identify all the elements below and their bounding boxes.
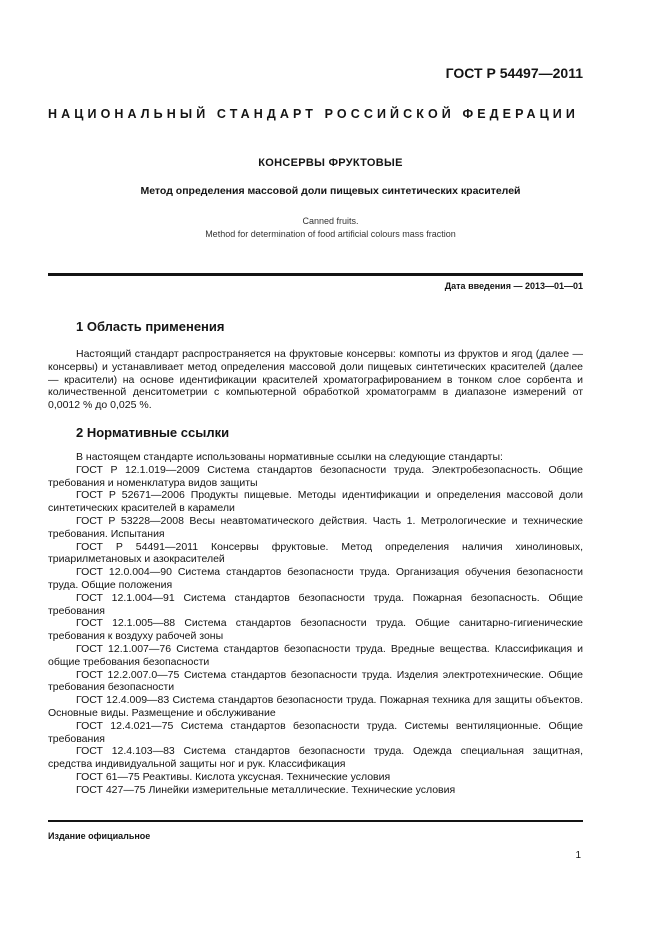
section-1-heading: 1 Область применения <box>76 319 225 334</box>
introduction-date: Дата введения — 2013—01—01 <box>444 281 583 291</box>
reference-item: ГОСТ 12.1.007—76 Система стандартов безопасности труда. Вредные вещества. Классификация и общие требования безопасности <box>48 642 583 668</box>
document-title: КОНСЕРВЫ ФРУКТОВЫЕ <box>258 157 403 169</box>
reference-item: ГОСТ Р 52671—2006 Продукты пищевые. Методы идентификации и определения массовой доли синтетических красителей в карамели <box>48 489 583 515</box>
document-code: ГОСТ Р 54497—2011 <box>445 65 583 81</box>
reference-item: ГОСТ 12.4.021—75 Система стандартов безопасности труда. Системы вентиляционные. Общие требования <box>48 719 583 745</box>
reference-item: ГОСТ Р 12.1.019—2009 Система стандартов безопасности труда. Электробезопасность. Общие требования и номенклатура видов защиты <box>48 463 583 489</box>
reference-item: ГОСТ 12.4.103—83 Система стандартов безопасности труда. Одежда специальная защитная, средства индивидуальной защиты ног и рук. Классификация <box>48 745 583 771</box>
bottom-divider <box>48 820 583 822</box>
reference-item: ГОСТ Р 53228—2008 Весы неавтоматического действия. Часть 1. Метрологические и технические требования. Испытания <box>48 514 583 540</box>
reference-item: ГОСТ 61—75 Реактивы. Кислота уксусная. Технические условия <box>76 770 391 783</box>
reference-item: ГОСТ 12.1.005—88 Система стандартов безопасности труда. Общие санитарно-гигиенические требования к воздуху рабочей зоны <box>48 617 583 643</box>
reference-item: ГОСТ 12.4.009—83 Система стандартов безопасности труда. Пожарная техника для защиты объектов. Основные виды. Размещение и обслуживание <box>48 694 583 719</box>
reference-item: ГОСТ 12.1.004—91 Система стандартов безопасности труда. Пожарная безопасность. Общие требования <box>48 591 583 617</box>
references-intro: В настоящем стандарте использованы нормативные ссылки на следующие стандарты: <box>76 451 503 463</box>
english-title: Canned fruits. <box>302 216 359 226</box>
reference-item: ГОСТ 12.0.004—90 Система стандартов безопасности труда. Организация обучения безопасности труда. Общие положения <box>48 566 583 591</box>
section-1-text: Настоящий стандарт распространяется на фруктовые консервы: компоты из фруктов и ягод (далее — консервы) и устанавливает метод определения массовой доли пищевых синтетических красителей (далее — красители) на основе идентификации красителей хроматографированием в тонком слое сорбента и количественной денситометрии с компьютерной обработкой хроматограмм в диапазоне измерений от 0,0012 % до 0,025 %. <box>48 348 583 412</box>
page-number: 1 <box>575 850 581 861</box>
english-subtitle: Method for determination of food artificial colours mass fraction <box>205 229 456 239</box>
reference-item: ГОСТ 427—75 Линейки измерительные металлические. Технические условия <box>76 783 456 796</box>
document-subtitle: Метод определения массовой доли пищевых синтетических красителей <box>140 185 521 197</box>
national-standard-banner: НАЦИОНАЛЬНЫЙ СТАНДАРТ РОССИЙСКОЙ ФЕДЕРАЦИИ <box>48 107 579 121</box>
top-divider <box>48 273 583 276</box>
edition-label: Издание официальное <box>48 831 151 841</box>
normative-references <box>48 451 583 797</box>
reference-item: ГОСТ Р 54491—2011 Консервы фруктовые. Метод определения наличия хинолиновых, триарилметановых и азокрасителей <box>48 540 583 566</box>
section-2-heading: 2 Нормативные ссылки <box>76 425 230 440</box>
reference-item: ГОСТ 12.2.007.0—75 Система стандартов безопасности труда. Изделия электротехнические. Общие требования безопасности <box>48 668 583 694</box>
